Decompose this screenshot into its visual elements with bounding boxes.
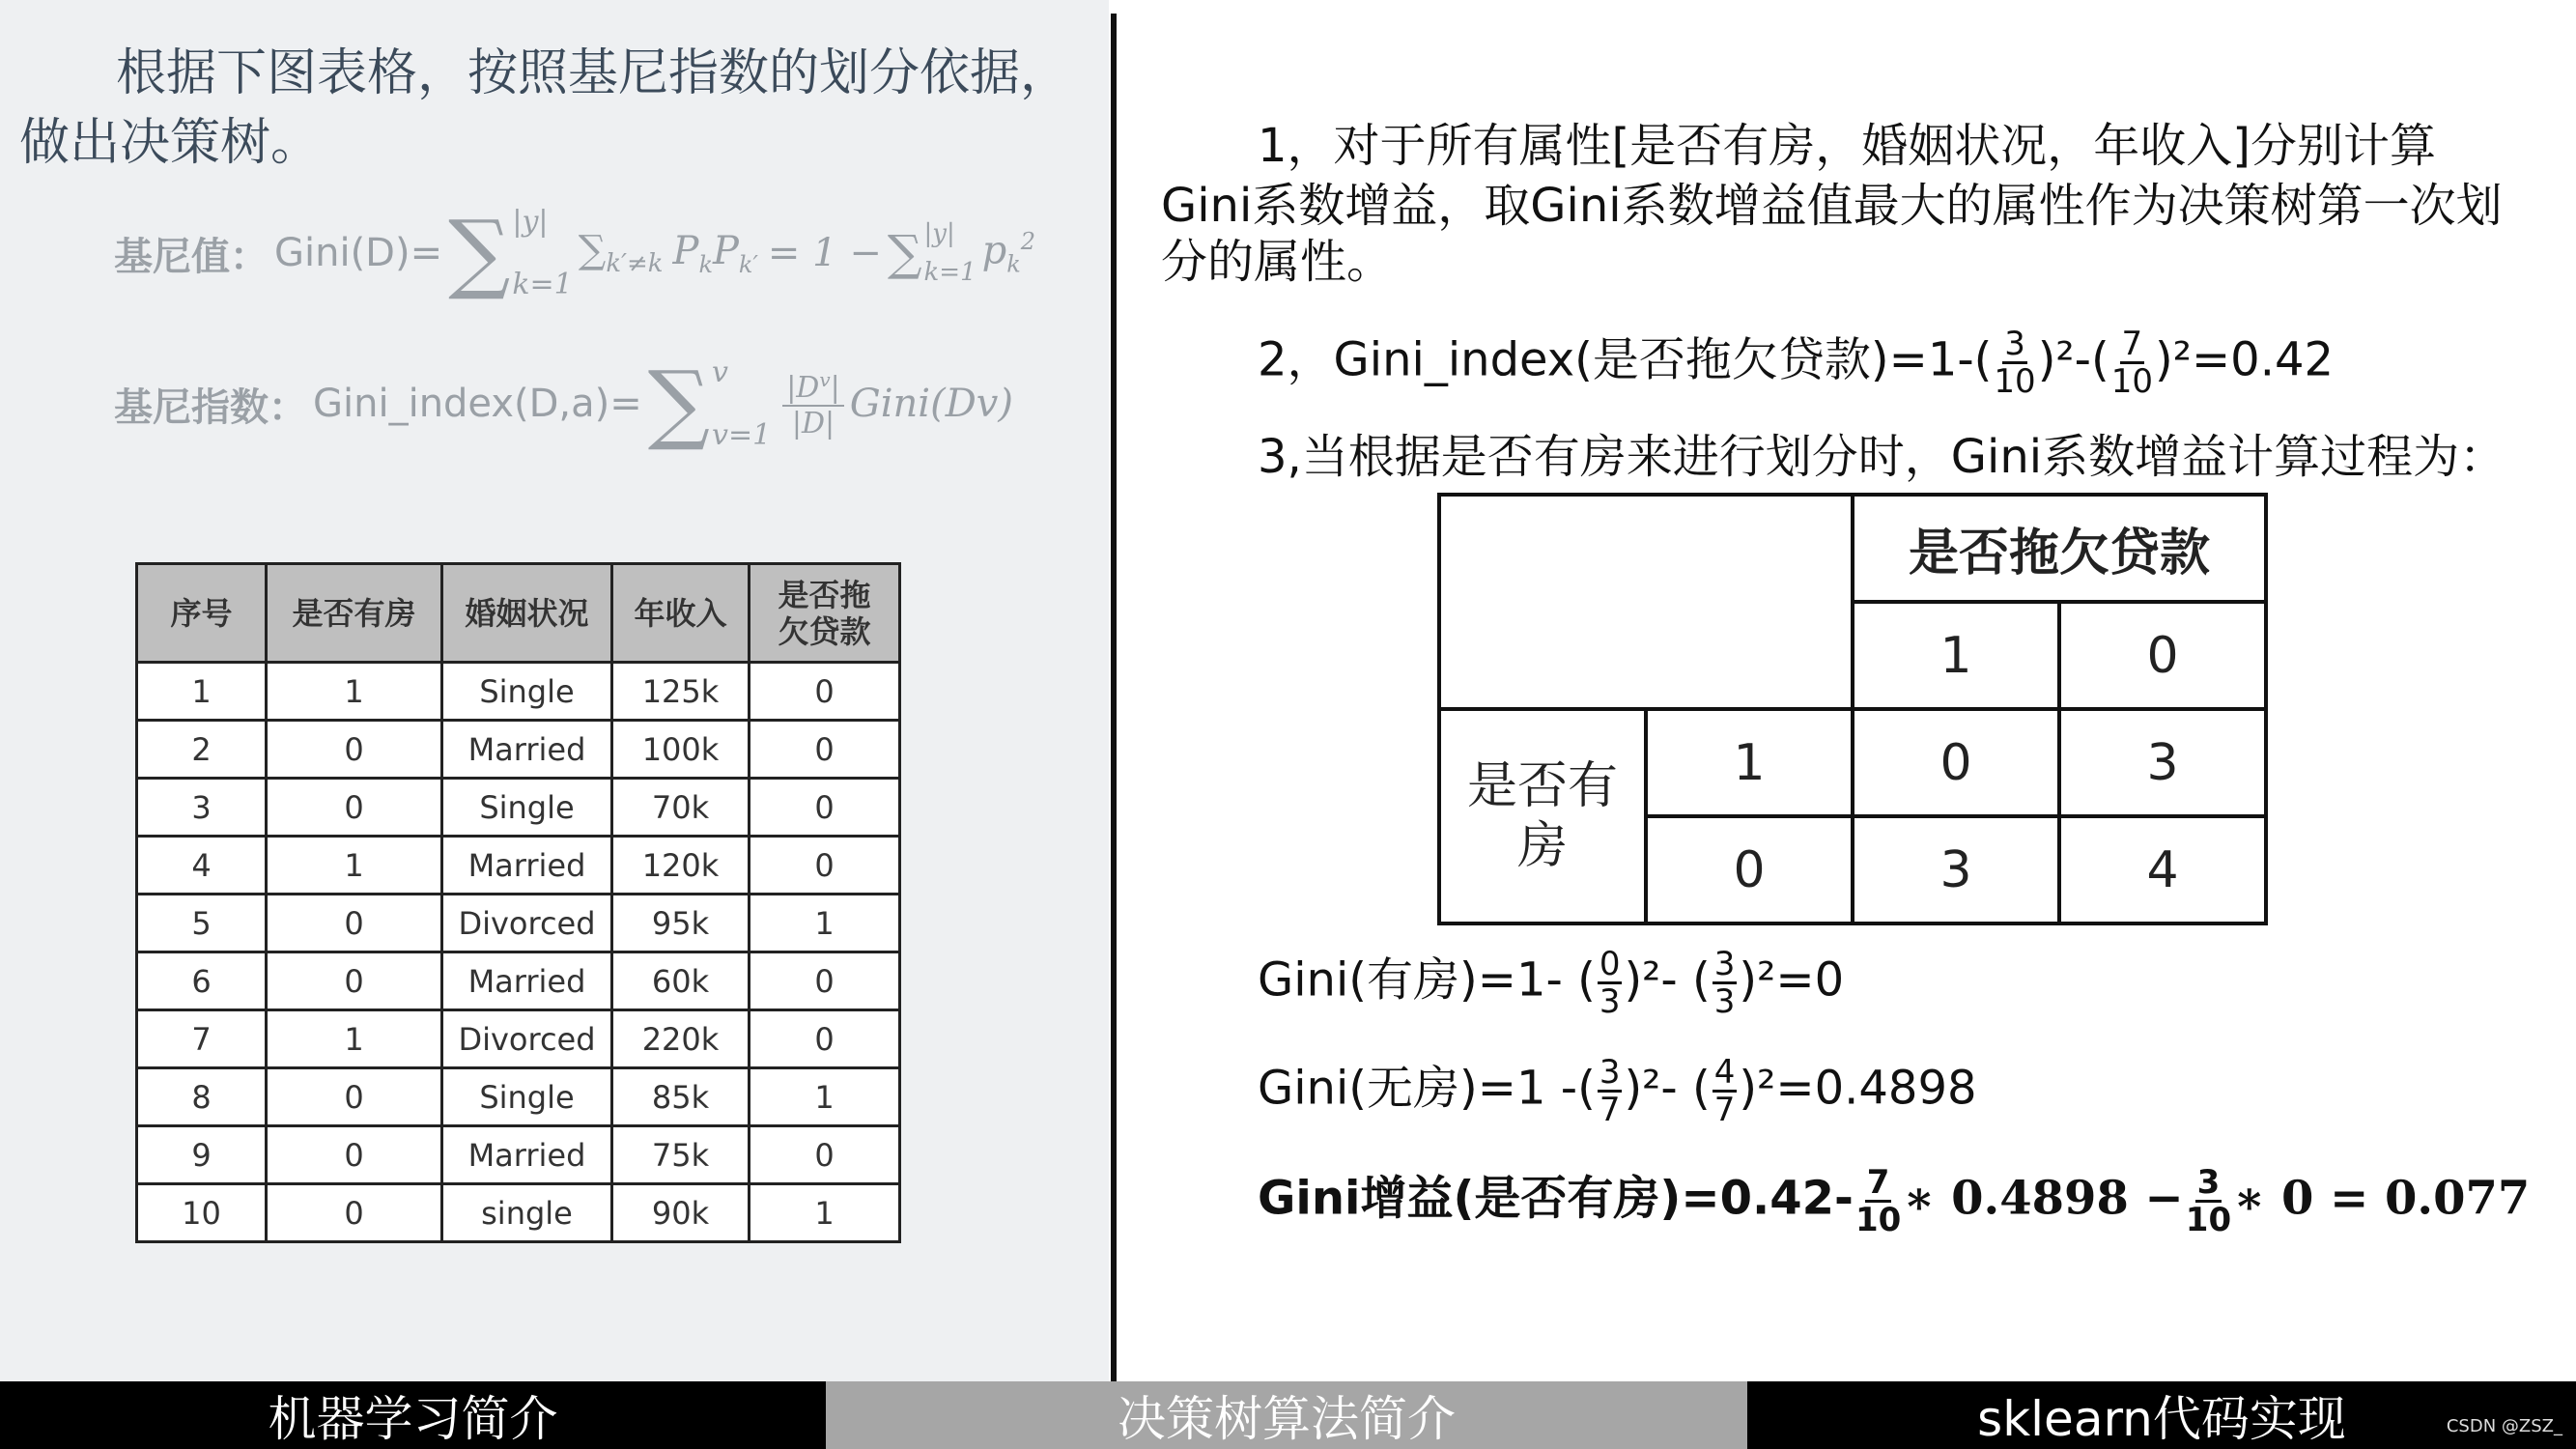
bottom-nav — [0, 1381, 2576, 1449]
intro-text — [19, 39, 1101, 178]
header-id: 序号 — [137, 564, 267, 663]
left-panel — [0, 0, 1109, 1381]
index-fraction: $\frac{|D^v|}{|D|}$ — [782, 368, 844, 440]
gini-lhs: Gini(D)= — [274, 231, 443, 275]
sum-symbol-3: ∑ |y| k=1 — [887, 219, 977, 287]
table-cell: 1 — [267, 837, 442, 895]
table-row — [137, 837, 900, 895]
step1-line-1: 1，对于所有属性[是否有房，婚姻状况，年收入]分别计算 — [1258, 119, 2436, 173]
table-cell: 95k — [612, 895, 750, 952]
table-row — [137, 1068, 900, 1126]
table-cell: 0 — [267, 1126, 442, 1184]
sum3-upper: |y| — [923, 219, 955, 248]
table-cell: 125k — [612, 663, 750, 721]
table-cell: Married — [442, 1126, 612, 1184]
gini-index-label: 基尼指数： — [114, 384, 307, 430]
table-cell: Married — [442, 721, 612, 779]
sum2-sub: k′≠k — [606, 249, 664, 278]
table-cell: 220k — [612, 1010, 750, 1068]
table-row — [137, 1184, 900, 1242]
table-row — [137, 779, 900, 837]
index-sum-symbol: ∑ v v=1 — [647, 353, 772, 454]
cell-r1-c1: 0 — [1853, 709, 2059, 816]
table-cell: Divorced — [442, 895, 612, 952]
sum-symbol-2: $\sum_{k'\ne k}$ — [578, 228, 664, 278]
header-default: 是否拖 欠贷款 — [750, 564, 900, 663]
cell-r0-c0: 4 — [2059, 816, 2266, 923]
table-cell: 90k — [612, 1184, 750, 1242]
gini-value-label: 基尼值： — [114, 234, 269, 279]
data-table — [135, 562, 901, 1243]
cell-r0-c1: 3 — [1853, 816, 2059, 923]
col-group-header: 是否拖欠贷款 — [1853, 495, 2266, 602]
gini-rhs: = 1 − — [767, 231, 882, 275]
table-cell: 75k — [612, 1126, 750, 1184]
table-cell: 0 — [267, 779, 442, 837]
contingency-table — [1437, 493, 2268, 925]
vertical-divider — [1111, 14, 1117, 1381]
table-cell: 120k — [612, 837, 750, 895]
table-cell: 3 — [137, 779, 267, 837]
step1-line-3: 分的属性。 — [1161, 235, 1394, 289]
table-cell: 100k — [612, 721, 750, 779]
gini-no-house-line: Gini(无房)=1 -( $\frac{3}{7}$ )²- ( $\frac{4}{7}$ )²=0.4898 — [1258, 1053, 1977, 1129]
gini-pk2: $p_k^2$ — [981, 228, 1036, 278]
table-row — [137, 1126, 900, 1184]
table-cell: 60k — [612, 952, 750, 1010]
table-row — [137, 895, 900, 952]
tab-ml-intro[interactable]: 机器学习简介 — [268, 1391, 558, 1447]
table-cell: 0 — [750, 779, 900, 837]
table-cell: Single — [442, 1068, 612, 1126]
table-cell: 9 — [137, 1126, 267, 1184]
table-cell: 1 — [750, 1184, 900, 1242]
table-cell: 2 — [137, 721, 267, 779]
table-row — [137, 663, 900, 721]
gini-pk-term: $P_kP_{k'}$ — [672, 228, 758, 278]
table-header-row — [137, 564, 900, 663]
table-cell: 70k — [612, 779, 750, 837]
table-row — [137, 952, 900, 1010]
table-cell: 1 — [267, 663, 442, 721]
gini-index-formula — [114, 355, 1013, 452]
table-cell: 0 — [267, 1068, 442, 1126]
table-cell: single — [442, 1184, 612, 1242]
header-income: 年收入 — [612, 564, 750, 663]
header-marital: 婚姻状况 — [442, 564, 612, 663]
table-cell: 4 — [137, 837, 267, 895]
col-header-1: 1 — [1853, 602, 2059, 709]
table-cell: 1 — [137, 663, 267, 721]
tab-sklearn-code[interactable]: sklearn代码实现 — [1977, 1391, 2346, 1447]
gini-gain-line: Gini增益(是否有房)=0.42- $\frac{7}{10}$ ∗ 0.4898 − $\frac{3}{10}$ ∗ 0 = 0.077 — [1258, 1163, 2531, 1239]
watermark: CSDN @ZSZ_ — [2446, 1416, 2562, 1436]
table-row — [137, 721, 900, 779]
table-cell: 1 — [267, 1010, 442, 1068]
cell-r1-c0: 3 — [2059, 709, 2266, 816]
table-cell: 0 — [750, 663, 900, 721]
index-sum-lower: v=1 — [712, 418, 772, 452]
step2-line: 2，Gini_index(是否拖欠贷款)=1-( $\frac{3}{10}$ )²-( $\frac{7}{10}$ )²=0.42 — [1258, 325, 2335, 401]
table-cell: 0 — [750, 721, 900, 779]
table-row — [137, 1010, 900, 1068]
table-cell: 8 — [137, 1068, 267, 1126]
table-cell: Single — [442, 779, 612, 837]
row-label-1: 1 — [1646, 709, 1853, 816]
table-cell: 0 — [750, 952, 900, 1010]
table-cell: 0 — [267, 952, 442, 1010]
row-label-0: 0 — [1646, 816, 1853, 923]
table-cell: 0 — [267, 895, 442, 952]
sum-symbol-1: ∑ |y| k=1 — [448, 202, 573, 303]
table-cell: Married — [442, 837, 612, 895]
table-cell: Single — [442, 663, 612, 721]
table-cell: 0 — [750, 1126, 900, 1184]
step3-line: 3,当根据是否有房来进行划分时，Gini系数增益计算过程为： — [1258, 430, 2506, 484]
table-cell: 0 — [267, 1184, 442, 1242]
table-cell: 6 — [137, 952, 267, 1010]
table-cell: 1 — [750, 895, 900, 952]
tab-decision-tree-intro[interactable]: 决策树算法简介 — [826, 1381, 1747, 1449]
table-cell: Divorced — [442, 1010, 612, 1068]
step1-line-2: Gini系数增益，取Gini系数增益值最大的属性作为决策树第一次划 — [1161, 179, 2503, 233]
col-header-0: 0 — [2059, 602, 2266, 709]
table-cell: 85k — [612, 1068, 750, 1126]
table-cell: Married — [442, 952, 612, 1010]
table-cell: 0 — [750, 1010, 900, 1068]
gini-index-lhs: Gini_index(D,a)= — [313, 382, 642, 426]
intro-line-2: 做出决策树。 — [19, 114, 322, 172]
table-cell: 0 — [267, 721, 442, 779]
table-corner-cell — [1439, 495, 1853, 709]
table-cell: 5 — [137, 895, 267, 952]
index-sum-upper: v — [712, 355, 728, 389]
sum1-upper: |y| — [512, 205, 549, 239]
data-table-body — [137, 663, 900, 1242]
table-cell: 1 — [750, 1068, 900, 1126]
gini-has-house-line: Gini(有房)=1- ( $\frac{0}{3}$ )²- ( $\frac{3}{3}$ )²=0 — [1258, 945, 1845, 1021]
sum3-lower: k=1 — [923, 258, 977, 287]
gini-value-formula — [114, 202, 1036, 303]
row-group-header: 是否有房 — [1439, 709, 1646, 923]
intro-line-1: 根据下图表格，按照基尼指数的划分依据， — [116, 44, 1071, 102]
index-tail: Gini(Dv) — [849, 382, 1013, 426]
table-cell: 0 — [750, 837, 900, 895]
sum1-lower: k=1 — [512, 268, 573, 301]
header-house: 是否有房 — [267, 564, 442, 663]
table-cell: 7 — [137, 1010, 267, 1068]
table-cell: 10 — [137, 1184, 267, 1242]
